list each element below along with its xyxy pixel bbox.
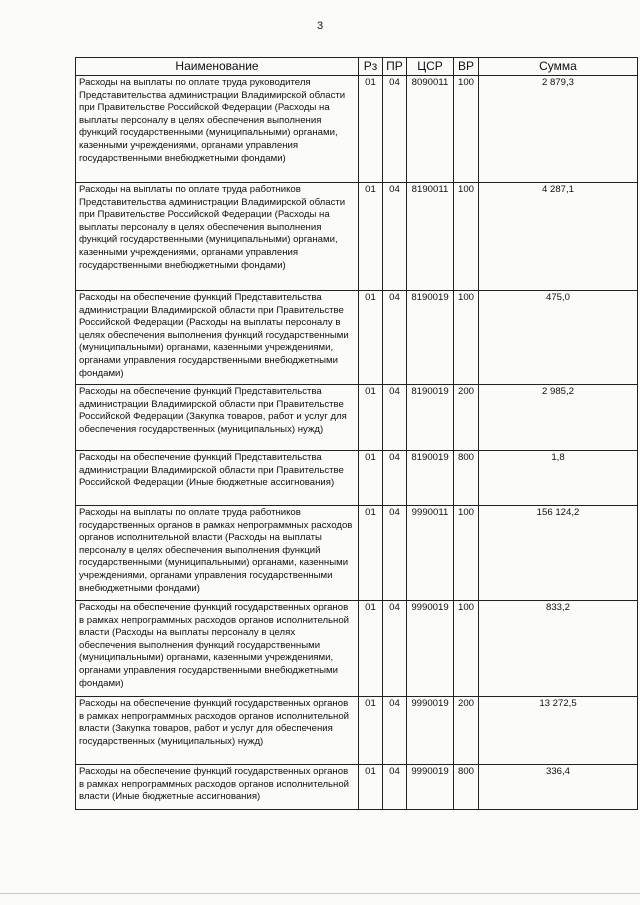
header-vr: ВР <box>454 58 479 76</box>
cell-vr: 100 <box>454 76 479 183</box>
cell-name: Расходы на выплаты по оплате труда работников государственных органов в рамках непрограммных расходов органов исполнительной власти (Расходы на выплаты персоналу в целях обеспечения выполнения функций государственными (муниципальными) органами, казенными учреждениями, органами управления государственными внебюджетными фондами) <box>76 506 359 601</box>
cell-rz: 01 <box>359 385 383 451</box>
cell-name: Расходы на обеспечение функций Представительства администрации Владимирской области при Правительстве Российской Федерации (Расходы на выплаты персоналу в целях обеспечения выполнения функций государственными (муниципальными) органами, казенными учреждениями, органами управления государственными внебюджетными фондами) <box>76 291 359 385</box>
cell-csr: 8190019 <box>407 385 454 451</box>
cell-csr: 8190011 <box>407 183 454 291</box>
table-row <box>76 451 638 506</box>
cell-pr: 04 <box>383 601 407 697</box>
cell-vr: 100 <box>454 506 479 601</box>
table-row <box>76 183 638 291</box>
cell-csr: 9990019 <box>407 601 454 697</box>
table-header <box>76 58 638 76</box>
cell-rz: 01 <box>359 183 383 291</box>
cell-pr: 04 <box>383 697 407 765</box>
cell-rz: 01 <box>359 601 383 697</box>
table-row <box>76 697 638 765</box>
cell-csr: 8090011 <box>407 76 454 183</box>
cell-csr: 8190019 <box>407 291 454 385</box>
cell-csr: 9990019 <box>407 765 454 810</box>
cell-sum: 475,0 <box>479 291 638 385</box>
cell-rz: 01 <box>359 506 383 601</box>
page-edge-line <box>0 893 640 894</box>
cell-sum: 4 287,1 <box>479 183 638 291</box>
table-row <box>76 506 638 601</box>
cell-sum: 336,4 <box>479 765 638 810</box>
cell-sum: 2 985,2 <box>479 385 638 451</box>
cell-pr: 04 <box>383 506 407 601</box>
cell-name: Расходы на выплаты по оплате труда работников Представительства администрации Владимирской области при Правительстве Российской Федерации (Расходы на выплаты персоналу в целях обеспечения выполнения функций государственными (муниципальными) органами, казенными учреждениями, органами управления государственными внебюджетными фондами) <box>76 183 359 291</box>
cell-rz: 01 <box>359 451 383 506</box>
cell-rz: 01 <box>359 765 383 810</box>
cell-sum: 833,2 <box>479 601 638 697</box>
cell-pr: 04 <box>383 291 407 385</box>
cell-sum: 13 272,5 <box>479 697 638 765</box>
page-number: 3 <box>316 20 324 32</box>
header-name: Наименование <box>76 58 359 76</box>
table-body <box>76 76 638 810</box>
cell-sum: 156 124,2 <box>479 506 638 601</box>
cell-name: Расходы на обеспечение функций государственных органов в рамках непрограммных расходов органов исполнительной власти (Расходы на выплаты персоналу в целях обеспечения выполнения функций государственными (муниципальными) органами, казенными учреждениями, органами управления государственными внебюджетными фондами) <box>76 601 359 697</box>
cell-vr: 100 <box>454 183 479 291</box>
cell-csr: 9990011 <box>407 506 454 601</box>
cell-name: Расходы на обеспечение функций Представительства администрации Владимирской области при Правительстве Российской Федерации (Закупка товаров, работ и услуг для обеспечения государственных (муниципальных) нужд) <box>76 385 359 451</box>
cell-rz: 01 <box>359 291 383 385</box>
cell-vr: 100 <box>454 291 479 385</box>
cell-name: Расходы на обеспечение функций Представительства администрации Владимирской области при Правительстве Российской Федерации (Иные бюджетные ассигнования) <box>76 451 359 506</box>
header-csr: ЦСР <box>407 58 454 76</box>
budget-table <box>75 57 638 810</box>
cell-rz: 01 <box>359 76 383 183</box>
cell-vr: 800 <box>454 451 479 506</box>
table-row <box>76 601 638 697</box>
header-pr: ПР <box>383 58 407 76</box>
cell-name: Расходы на выплаты по оплате труда руководителя Представительства администрации Владимирской области при Правительстве Российской Федерации (Расходы на выплаты персоналу в целях обеспечения выполнения функций государственными (муниципальными) органами, казенными учреждениями, органами управления государственными внебюджетными фондами) <box>76 76 359 183</box>
cell-csr: 9990019 <box>407 697 454 765</box>
cell-pr: 04 <box>383 765 407 810</box>
table-row <box>76 291 638 385</box>
header-row <box>76 58 638 76</box>
cell-sum: 1,8 <box>479 451 638 506</box>
cell-pr: 04 <box>383 183 407 291</box>
cell-name: Расходы на обеспечение функций государственных органов в рамках непрограммных расходов органов исполнительной власти (Иные бюджетные ассигнования) <box>76 765 359 810</box>
table-row <box>76 765 638 810</box>
cell-vr: 100 <box>454 601 479 697</box>
cell-pr: 04 <box>383 451 407 506</box>
cell-name: Расходы на обеспечение функций государственных органов в рамках непрограммных расходов органов исполнительной власти (Закупка товаров, работ и услуг для обеспечения государственных (муниципальных) нужд) <box>76 697 359 765</box>
table-row <box>76 385 638 451</box>
cell-pr: 04 <box>383 385 407 451</box>
table-row <box>76 76 638 183</box>
cell-rz: 01 <box>359 697 383 765</box>
header-rz: Рз <box>359 58 383 76</box>
cell-vr: 800 <box>454 765 479 810</box>
cell-pr: 04 <box>383 76 407 183</box>
header-sum: Сумма <box>479 58 638 76</box>
cell-vr: 200 <box>454 385 479 451</box>
cell-sum: 2 879,3 <box>479 76 638 183</box>
cell-csr: 8190019 <box>407 451 454 506</box>
cell-vr: 200 <box>454 697 479 765</box>
